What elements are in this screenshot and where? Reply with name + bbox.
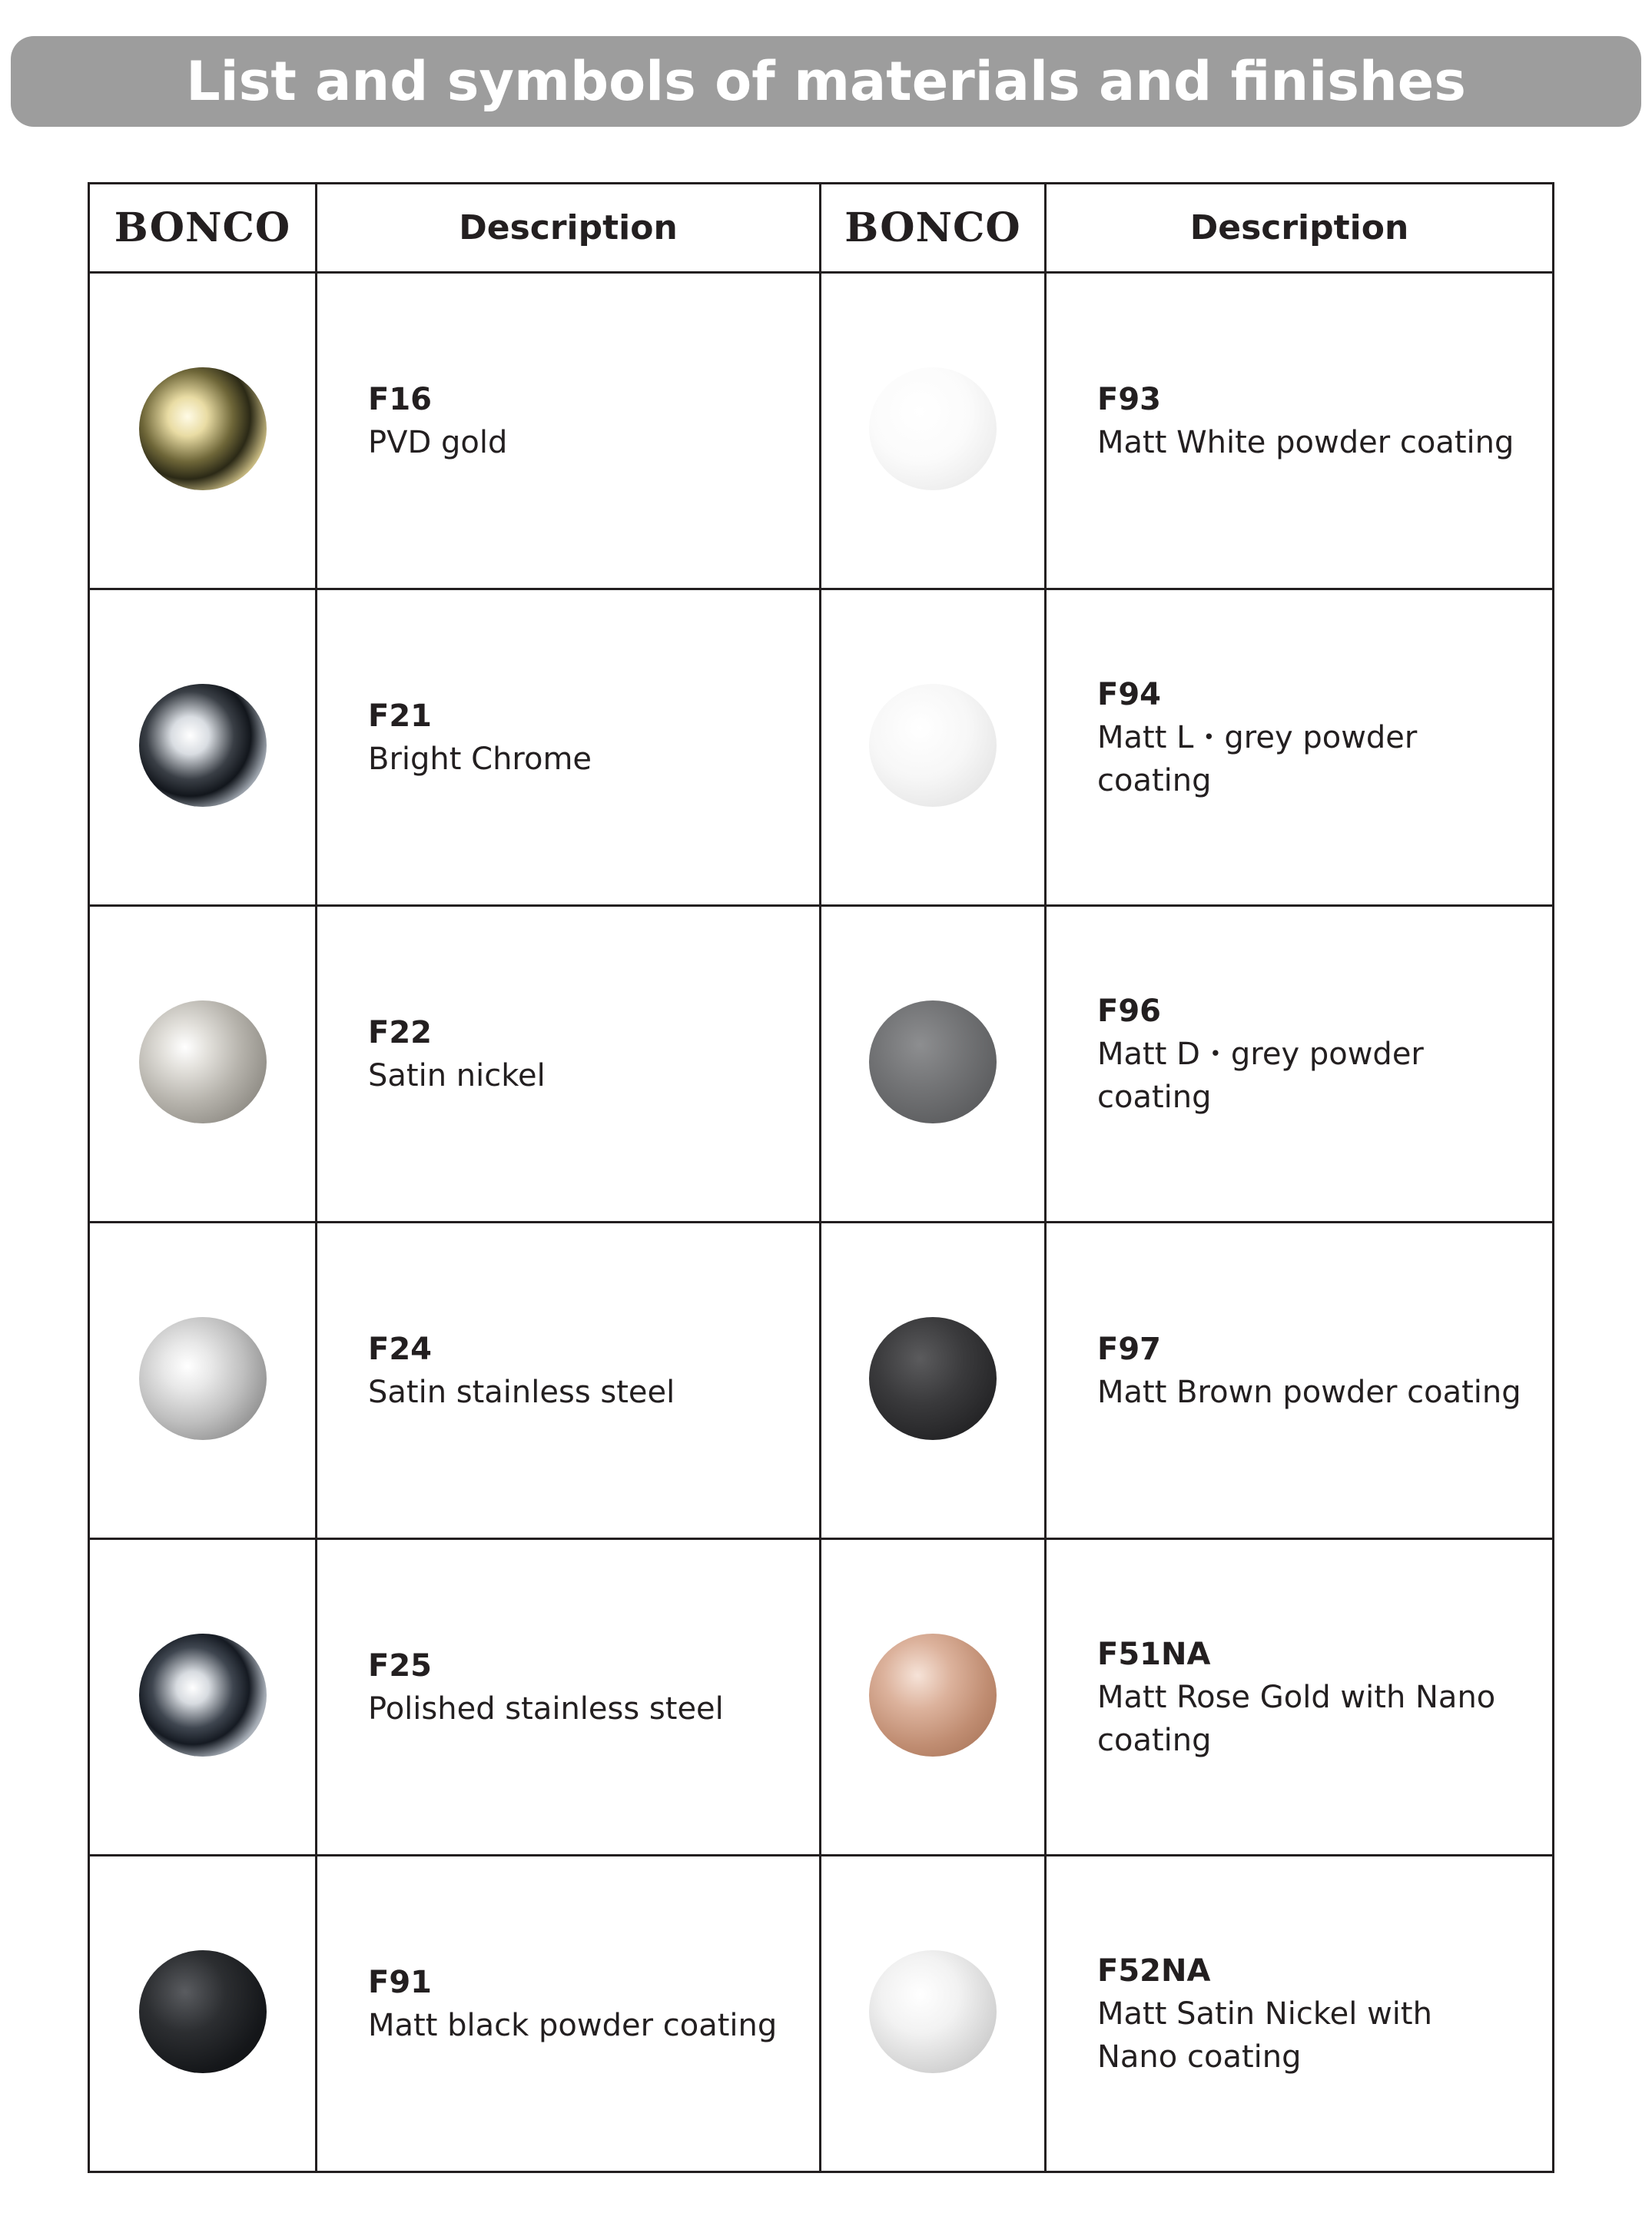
rose-gold-sphere-swatch	[869, 1634, 997, 1757]
white-sphere-swatch	[869, 367, 997, 490]
page-title: List and symbols of materials and finishes	[186, 50, 1466, 113]
finish-name: Matt Brown powder coating	[1097, 1374, 1521, 1410]
description-cell	[1046, 906, 1554, 1223]
finish-code: F51NA	[1097, 1636, 1211, 1672]
chrome-sphere-swatch	[139, 684, 267, 807]
finish-code: F52NA	[1097, 1953, 1211, 1989]
finish-name: Matt L・grey powder coating	[1097, 719, 1418, 798]
table-header-row	[89, 184, 1554, 273]
polished-steel-sphere-swatch	[139, 1634, 267, 1757]
description-header-right: Description	[1046, 184, 1554, 273]
table-row	[89, 906, 1554, 1223]
satin-nickel-sphere-swatch	[139, 1000, 267, 1123]
swatch-cell	[821, 1856, 1046, 2172]
finish-name: Matt White powder coating	[1097, 424, 1514, 460]
finish-code: F91	[368, 1964, 432, 2000]
finishes-table	[88, 182, 1554, 2173]
description-cell	[317, 273, 821, 589]
swatch-cell	[821, 1223, 1046, 1539]
finish-name: PVD gold	[368, 424, 508, 460]
finish-code: F25	[368, 1647, 432, 1684]
finish-code: F24	[368, 1331, 432, 1367]
description-cell	[1046, 273, 1554, 589]
description-cell	[317, 1856, 821, 2172]
table-row	[89, 1856, 1554, 2172]
description-cell	[1046, 1539, 1554, 1856]
table-row	[89, 1223, 1554, 1539]
brand-header-right: BONCO	[821, 184, 1046, 273]
finish-name: Polished stainless steel	[368, 1691, 724, 1727]
table-row	[89, 273, 1554, 589]
swatch-cell	[821, 1539, 1046, 1856]
swatch-cell	[821, 589, 1046, 906]
description-cell	[317, 1223, 821, 1539]
swatch-cell	[89, 273, 317, 589]
gold-sphere-swatch	[139, 367, 267, 490]
satin-steel-sphere-swatch	[139, 1317, 267, 1440]
title-bar	[11, 36, 1641, 127]
finish-code: F22	[368, 1014, 432, 1050]
finish-code: F93	[1097, 381, 1161, 417]
finish-name: Matt Satin Nickel with Nano coating	[1097, 1996, 1432, 2075]
finish-code: F94	[1097, 676, 1161, 712]
description-header-left: Description	[317, 184, 821, 273]
finish-name: Bright Chrome	[368, 741, 592, 777]
swatch-cell	[89, 1539, 317, 1856]
finish-code: F16	[368, 381, 432, 417]
finish-name: Matt Rose Gold with Nano coating	[1097, 1679, 1496, 1758]
dark-grey-sphere-swatch	[869, 1000, 997, 1123]
finish-code: F96	[1097, 993, 1161, 1029]
description-cell	[1046, 589, 1554, 906]
description-cell	[1046, 1856, 1554, 2172]
swatch-cell	[821, 273, 1046, 589]
table-row	[89, 1539, 1554, 1856]
description-cell	[1046, 1223, 1554, 1539]
black-sphere-swatch	[139, 1950, 267, 2073]
description-cell	[317, 1539, 821, 1856]
table-row	[89, 589, 1554, 906]
finish-name: Matt black powder coating	[368, 2007, 778, 2043]
swatch-cell	[89, 589, 317, 906]
brand-header-left: BONCO	[89, 184, 317, 273]
description-cell	[317, 906, 821, 1223]
swatch-cell	[89, 1856, 317, 2172]
satin-nickel-nano-sphere-swatch	[869, 1950, 997, 2073]
finish-name: Satin stainless steel	[368, 1374, 675, 1410]
finish-name: Satin nickel	[368, 1057, 546, 1093]
description-cell	[317, 589, 821, 906]
swatch-cell	[89, 1223, 317, 1539]
brown-sphere-swatch	[869, 1317, 997, 1440]
finish-code: F21	[368, 698, 432, 734]
swatch-cell	[821, 906, 1046, 1223]
finish-name: Matt D・grey powder coating	[1097, 1036, 1424, 1115]
light-grey-sphere-swatch	[869, 684, 997, 807]
finish-code: F97	[1097, 1331, 1161, 1367]
swatch-cell	[89, 906, 317, 1223]
